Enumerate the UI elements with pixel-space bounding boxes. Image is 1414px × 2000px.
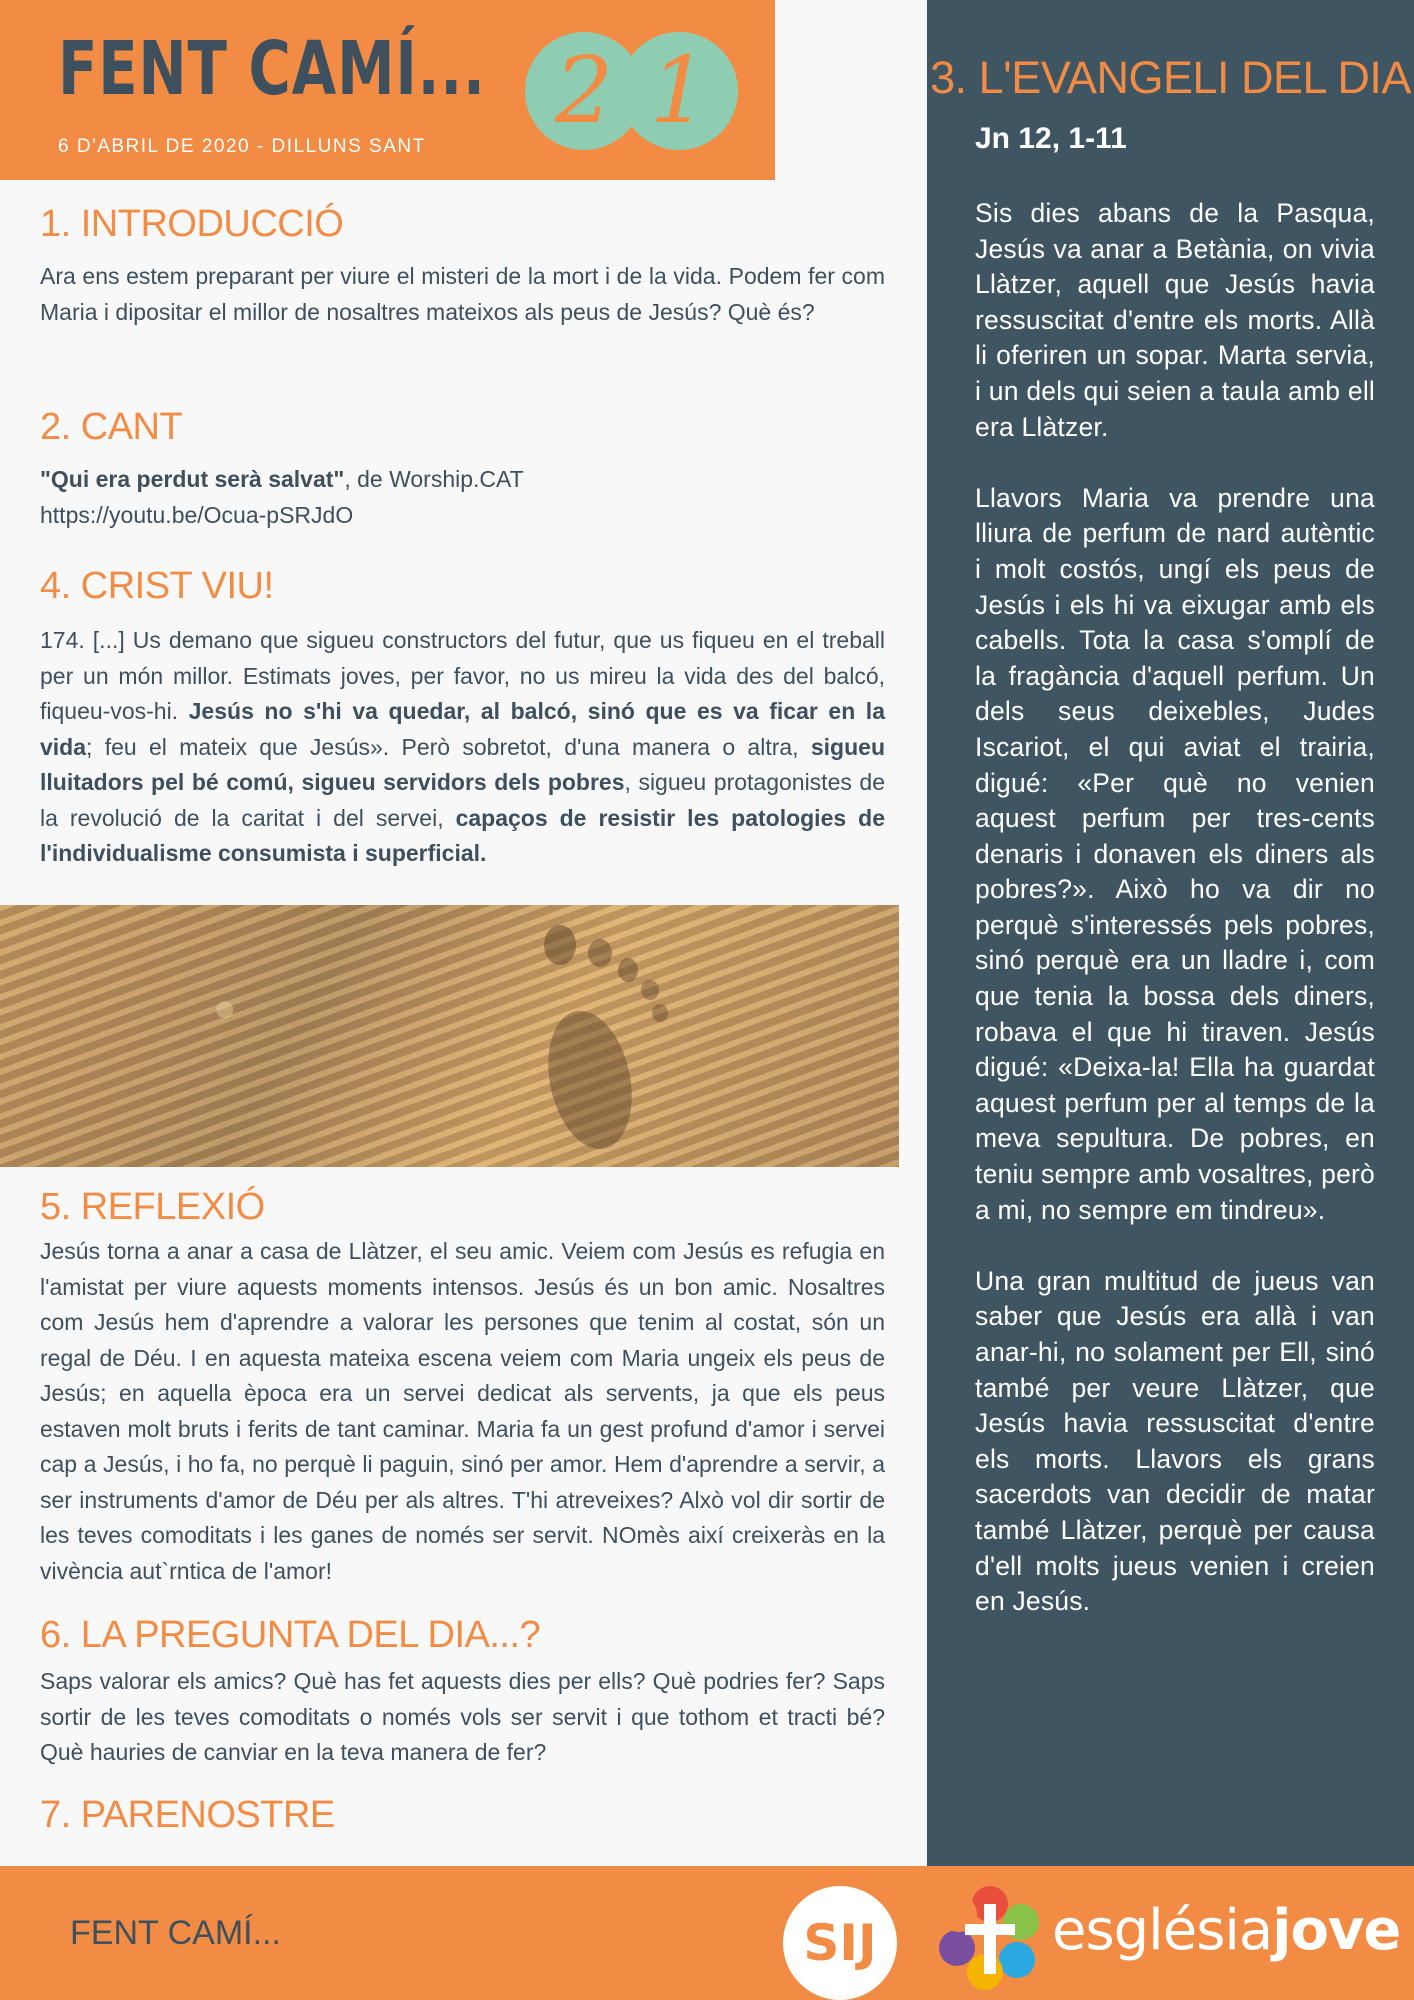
wordmark-bold: jove [1272, 1898, 1401, 1963]
gospel-heading: 3. L'EVANGELI DEL DIA [930, 52, 1411, 103]
date-line: 6 D'ABRIL DE 2020 - DILLUNS SANT [58, 136, 426, 157]
crist-heading: 4. CRIST VIU! [40, 565, 274, 607]
footer-bar [0, 1866, 1414, 2000]
song-author: , de Worship.CAT [344, 466, 524, 492]
crist-bold-part: sigueu lluitadors pel bé comú, sigueu servidors dels pobres [40, 733, 885, 795]
gospel-panel [927, 0, 1414, 1866]
footprint-icon [0, 905, 899, 1167]
footer-title: FENT CAMÍ... [70, 1914, 281, 1952]
gospel-text [975, 196, 1375, 1655]
crist-text-part: ; feu el mateix que Jesús». Però sobretot, d'una manera o altra, [86, 733, 811, 760]
gospel-paragraph: Sis dies abans de la Pasqua, Jesús va anar a Betània, on vivia Llàtzer, aquell que Jesús havia ressuscitat d'entre els morts. Allà li oferiren un sopar. Marta servia, i un dels qui seien a taula amb ell era Llàtzer. [975, 198, 1375, 442]
crist-text [40, 623, 885, 872]
crist-text-part: 174. [...] Us demano que sigueu constructors del futur, que us fiqueu en el treball per un món millor. Estimats joves, per favor, no us mireu la vida des del balcó, fiqueu-vos-hi. [40, 627, 885, 724]
parenostre-heading: 7. PARENOSTRE [40, 1794, 335, 1836]
esglesia-jove-logo-icon [935, 1882, 1045, 1992]
song-link[interactable]: https://youtu.be/Ocua-pSRJdO [40, 501, 354, 528]
crist-text-part: , sigueu protagonistes de la revolució de la caritat i del servei, [40, 769, 885, 831]
esglesia-jove-wordmark [1052, 1898, 1400, 1963]
reflexio-heading: 5. REFLEXIÓ [40, 1186, 265, 1228]
sij-logo: SIJ [783, 1886, 897, 2000]
reflexio-text: Jesús torna a anar a casa de Llàtzer, el seu amic. Veiem com Jesús es refugia en l'amistat per viure aquests moments intensos. Jesús és un bon amic. Nosaltres com Jesús hem d'aprendre a valorar les persones que tenim al costat, són un regal de Déu. I en aquesta mateixa escena veiem com Maria ungeix els peus de Jesús; en aquella època era un servei dedicat als servents, ja que els peus estaven molt bruts i ferits de tant caminar. Maria fa un gest profund d'amor i servei cap a Jesús, i ho fa, no perquè li paguin, sinó per amor. Hem d'aprendre a servir, a ser instruments d'amor de Déu per als altres. T'hi atreveixes? Alxò vol dir sortir de les teves comoditats i les ganes de només ser servit. NOmès així creixeràs en la vivència aut`rntica de l'amor! [40, 1238, 885, 1584]
gospel-paragraph: Llavors Maria va prendre una lliura de perfum de nard autèntic i molt costós, ungí els peus de Jesús i els hi va eixugar amb els cabells. Tota la casa s'omplí de la fragància d'aquell perfum. Un dels seus deixebles, Judes Iscariot, el qui aviat el trairia, digué: «Per què no venien aquest perfum per tres-cents denaris i donaven els diners als pobres?». Això ho va dir no perquè s'interessés pels pobres, sinó perquè era un lladre i, com que tenia la bossa dels diners, robava el que hi tiraven. Jesús digué: «Deixa-la! Ella ha guardat aquest perfum per al temps de la meva sepultura. De pobres, en teniu sempre amb vosaltres, però a mi, no sempre em tindreu». [975, 482, 1375, 1225]
day-number-digit-1: 2 [525, 32, 643, 150]
footprint-sand-image [0, 905, 899, 1167]
intro-text: Ara ens estem preparant per viure el misteri de la mort i de la vida. Podem fer com Maria i dipositar el millor de nosaltres mateixos als peus de Jesús? Què és? [40, 263, 885, 325]
day-number-digit-2: 1 [620, 32, 738, 150]
cant-heading: 2. CANT [40, 406, 183, 448]
wordmark-light: església [1052, 1898, 1273, 1963]
cant-block [40, 462, 885, 533]
pregunta-text: Saps valorar els amics? Què has fet aquests dies per ells? Què podries fer? Saps sortir de les teves comoditats o només vols ser servit i que tothom et tracti bé? Què hauries de canviar en la teva manera de fer? [40, 1668, 885, 1765]
pregunta-heading: 6. LA PREGUNTA DEL DIA...? [40, 1614, 541, 1656]
gospel-paragraph: Una gran multitud de jueus van saber que Jesús era allà i van anar-hi, no solament per Ell, sinó també per veure Llàtzer, que Jesús havia ressuscitat d'entre els morts. Llavors els grans sacerdots van decidir de matar també Llàtzer, perquè per causa d'ell molts jueus venien i creien en Jesús. [975, 1265, 1375, 1617]
gospel-reference: Jn 12, 1-11 [975, 122, 1127, 155]
crist-bold-part: capaços de resistir les patologies de l'individualisme consumista i superficial. [40, 804, 885, 866]
crist-bold-part: Jesús no s'hi va quedar, al balcó, sinó que es va ficar en la vida [40, 698, 885, 760]
intro-heading: 1. INTRODUCCIÓ [40, 203, 344, 245]
page-title: FENT CAMÍ... [58, 26, 486, 112]
song-title: "Qui era perdut serà salvat" [40, 466, 345, 492]
